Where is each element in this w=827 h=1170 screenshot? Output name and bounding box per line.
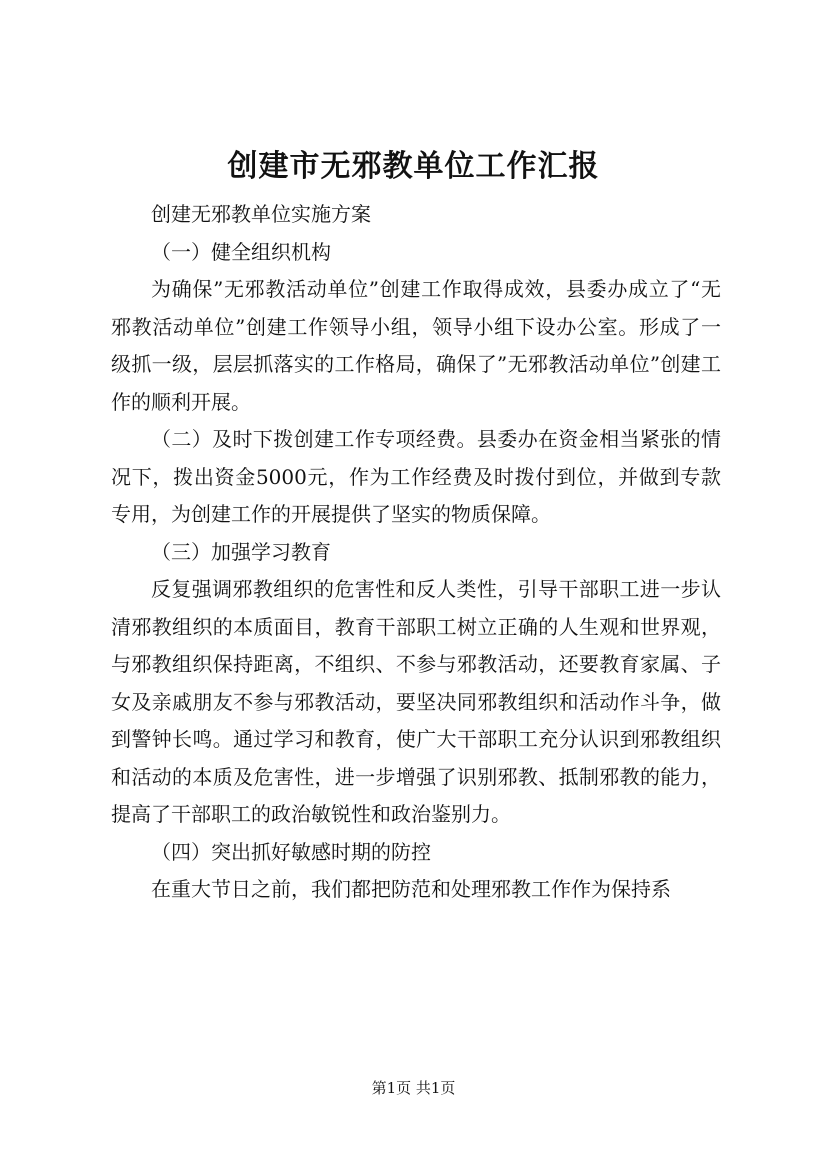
body-paragraph: 反复强调邪教组织的危害性和反人类性，引导干部职工进一步认清邪教组织的本质面目，教育干部职工树立正确的人生观和世界观，与邪教组织保持距离，不组织、不参与邪教活动，还要教育家属、子女及亲戚朋友不参与邪教活动，要坚决同邪教组织和活动作斗争，做到警钟长鸣。通过学习和教育，使广大干部职工充分认识到邪教组织和活动的本质及危害性，进一步增强了识别邪教、抵制邪教的能力，提高了干部职工的政治敏锐性和政治鉴别力。 <box>111 577 721 826</box>
body-paragraph: 创建无邪教单位实施方案 <box>151 202 371 226</box>
section-heading: （四）突出抓好敏感时期的防控 <box>151 839 431 864</box>
body-paragraph: 在重大节日之前，我们都把防范和处理邪教工作作为保持系 <box>151 877 671 901</box>
section-heading: （三）加强学习教育 <box>151 539 331 564</box>
page-footer: 第1页 共1页 <box>371 1079 456 1097</box>
document-title: 创建市无邪教单位工作汇报 <box>227 149 600 184</box>
document-body <box>111 196 721 909</box>
section-heading: （一）健全组织机构 <box>151 239 331 264</box>
body-paragraph: 为确保”无邪教活动单位”创建工作取得成效，县委办成立了“无邪教活动单位”创建工作领导小组，领导小组下设办公室。形成了一级抓一级，层层抓落实的工作格局，确保了”无邪教活动单位”创建工作的顺利开展。 <box>111 277 721 414</box>
section-heading: （二）及时下拨创建工作专项经费。县委办在资金相当紧张的情况下，拨出资金5000元，作为工作经费及时拨付到位，并做到专款专用，为创建工作的开展提供了坚实的物质保障。 <box>111 427 721 526</box>
